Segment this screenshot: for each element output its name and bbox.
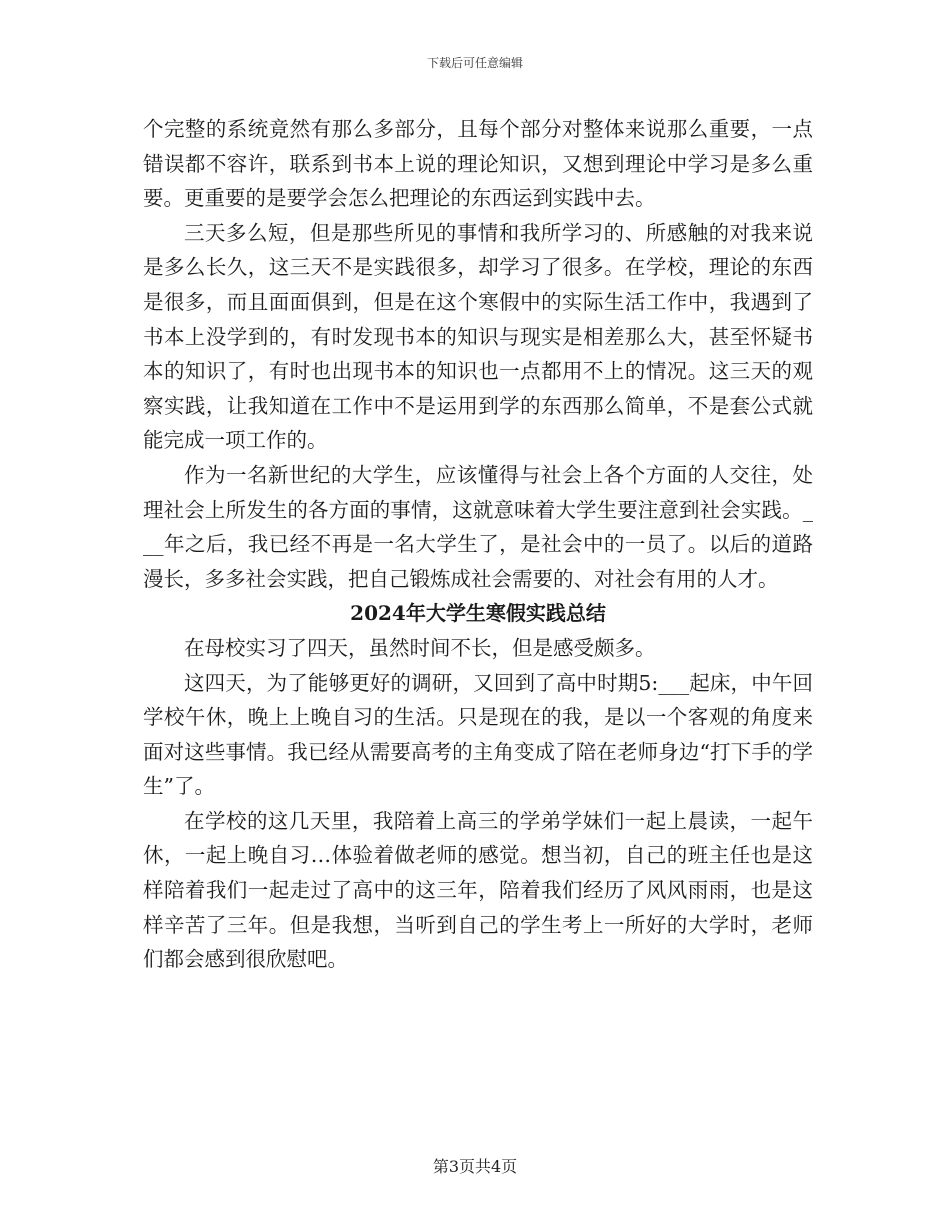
paragraph: 作为一名新世纪的大学生，应该懂得与社会上各个方面的人交往，处理社会上所发生的各方面的事情，这就意味着大学生要注意到社会实践。___年之后，我已经不再是一名大学生了，是社会中的一员了。以后的道路漫长，多多社会实践，把自己锻炼成社会需要的、对社会有用的人才。 — [143, 462, 813, 591]
page-header: 下载后可任意编辑 — [426, 56, 523, 70]
document-body — [143, 112, 813, 977]
paragraph: 三天多么短，但是那些所见的事情和我所学习的、所感触的对我来说是多么长久，这三天不是实践很多，却学习了很多。在学校，理论的东西是很多，而且面面俱到，但是在这个寒假中的实际生活工作中，我遇到了书本上没学到的，有时发现书本的知识与现实是相差那么大，甚至怀疑书本的知识了，有时也出现书本的知识也一点都用不上的情况。这三天的观察实践，让我知道在工作中不是运用到学的东西那么简单，不是套公式就能完成一项工作的。 — [143, 220, 813, 453]
paragraph: 在学校的这几天里，我陪着上高三的学弟学妹们一起上晨读，一起午休，一起上晚自习…体验着做老师的感觉。想当初，自己的班主任也是这样陪着我们一起走过了高中的这三年，陪着我们经历了风风雨雨，也是这样辛苦了三年。但是我想，当听到自己的学生考上一所好的大学时，老师们都会感到很欣慰吧。 — [143, 808, 813, 972]
page-number: 第3页共4页 — [432, 1157, 518, 1176]
section-title: 2024年大学生寒假实践总结 — [350, 601, 606, 626]
paragraph: 在母校实习了四天，虽然时间不长，但是感受颇多。 — [184, 635, 656, 660]
paragraph: 这四天，为了能够更好的调研，又回到了高中时期5:___起床，中午回学校午休，晚上上晚自习的生活。只是现在的我，是以一个客观的角度来面对这些事情。我已经从需要高考的主角变成了陪在老师身边“打下手的学生”了。 — [143, 670, 813, 799]
paragraph-continued: 个完整的系统竟然有那么多部分，且每个部分对整体来说那么重要，一点错误都不容许，联系到书本上说的理论知识，又想到理论中学习是多么重要。更重要的是要学会怎么把理论的东西运到实践中去。 — [143, 117, 813, 211]
